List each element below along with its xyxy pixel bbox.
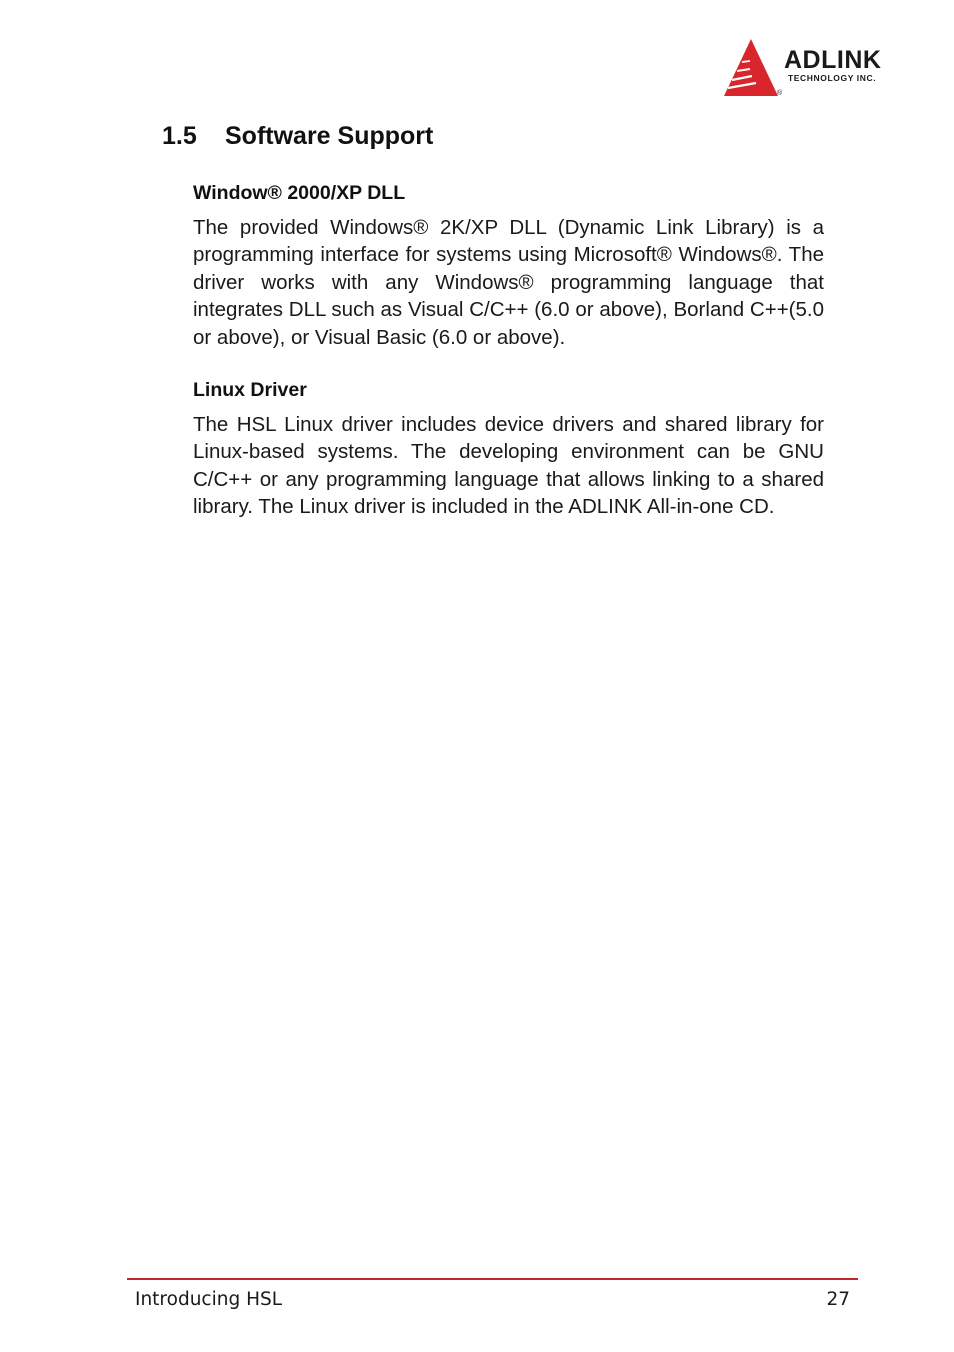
- subsection-heading-linux-driver: Linux Driver: [193, 379, 307, 402]
- subsection-body-linux-driver: The HSL Linux driver includes device drivers and shared library for Linux-based systems. The developing environment can be GNU C/C++ or any programming language that allows linking to a shared library. The Linux driver is included in the ADLINK All-in-one CD.: [193, 413, 824, 519]
- logo-tagline: TECHNOLOGY INC.: [788, 73, 877, 83]
- footer-page-number: 27: [826, 1289, 850, 1310]
- section-title: [162, 120, 433, 152]
- section-spacer: [193, 351, 824, 375]
- adlink-logo: [722, 38, 912, 100]
- footer-rule: [127, 1278, 858, 1280]
- subsection-heading-windows-dll: Window® 2000/XP DLL: [193, 182, 406, 204]
- footer-chapter-title: Introducing HSL: [135, 1289, 283, 1310]
- section-number: 1.5: [162, 122, 197, 150]
- section-title-text: Software Support: [225, 122, 434, 150]
- logo-brand-name: ADLINK: [784, 46, 882, 74]
- logo-registered-mark: ®: [777, 90, 783, 97]
- section-content: [193, 178, 824, 521]
- subsection-body-windows-dll: The provided Windows® 2K/XP DLL (Dynamic Link Library) is a programming interface for systems using Microsoft® Windows®. The driver works with any Windows® programming language that integrates DLL such as Visual C/C++ (6.0 or above), Borland C++(5.0 or above), or Visual Basic (6.0 or above).: [193, 216, 824, 349]
- adlink-pyramid-icon: [722, 38, 783, 98]
